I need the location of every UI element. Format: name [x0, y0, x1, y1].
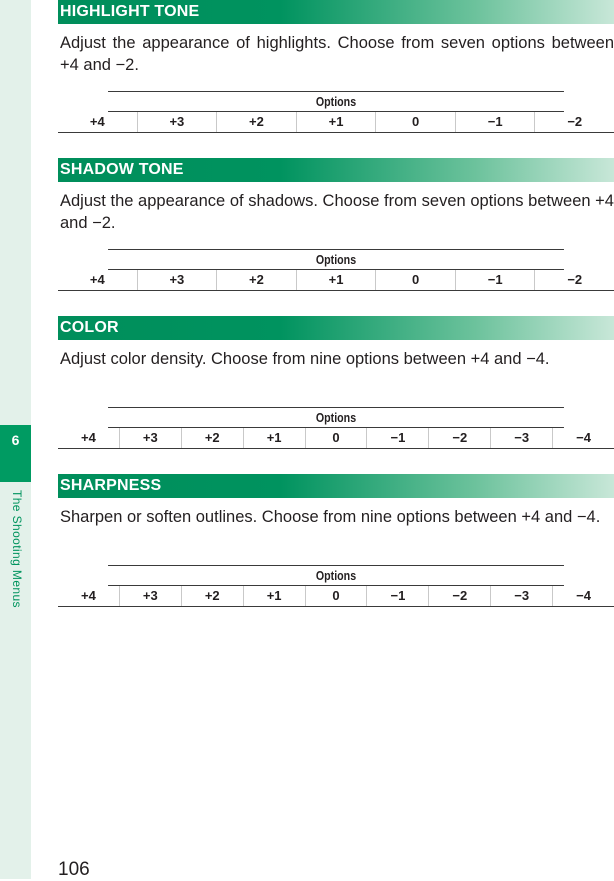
section-color [58, 316, 614, 445]
options-table [58, 249, 614, 291]
option-value: −2 [428, 428, 490, 448]
section-title: HIGHLIGHT TONE [58, 0, 614, 24]
option-value: −4 [552, 428, 614, 448]
option-value: −2 [534, 270, 614, 290]
section-shadow-tone [58, 158, 614, 287]
section-description: Adjust the appearance of highlights. Choose from seven options between +4 and −2. [60, 34, 614, 74]
section-title: SHARPNESS [58, 474, 614, 498]
section-sharpness [58, 474, 614, 603]
options-header: Options [108, 407, 564, 428]
options-row [58, 270, 614, 291]
options-header: Options [108, 249, 564, 270]
option-value: +4 [89, 272, 105, 287]
options-table [58, 565, 614, 607]
option-value: −3 [490, 428, 552, 448]
options-header: Options [108, 565, 564, 586]
option-value: +2 [181, 428, 243, 448]
options-table [58, 407, 614, 449]
options-header: Options [108, 91, 564, 112]
option-value: −3 [490, 586, 552, 606]
option-value: +3 [119, 586, 181, 606]
option-value: +2 [216, 270, 296, 290]
option-value: +3 [137, 270, 217, 290]
option-value: 0 [305, 428, 367, 448]
section-highlight-tone [58, 0, 614, 129]
option-value: −4 [552, 586, 614, 606]
options-row [58, 112, 614, 133]
section-description: Sharpen or soften outlines. Choose from nine options between +4 and −4. [60, 508, 601, 526]
options-row [58, 586, 614, 607]
option-value: 0 [305, 586, 367, 606]
chapter-label: The Shooting Menus [10, 490, 24, 608]
section-description: Adjust color density. Choose from nine options between +4 and −4. [60, 350, 550, 368]
section-title: COLOR [58, 316, 614, 340]
option-value: +3 [119, 428, 181, 448]
option-value: −1 [455, 270, 535, 290]
option-value: +2 [216, 112, 296, 132]
option-value: 0 [375, 270, 455, 290]
option-value: −1 [366, 428, 428, 448]
options-row [58, 428, 614, 449]
option-value: +3 [137, 112, 217, 132]
option-value: −2 [428, 586, 490, 606]
option-value: +1 [243, 428, 305, 448]
option-value: 0 [375, 112, 455, 132]
option-value: +2 [181, 586, 243, 606]
option-value: +1 [296, 270, 376, 290]
option-value: +1 [296, 112, 376, 132]
option-value: +1 [243, 586, 305, 606]
chapter-number: 6 [11, 432, 20, 448]
option-value: +4 [81, 430, 96, 445]
page-number: 106 [58, 859, 90, 880]
options-table [58, 91, 614, 133]
option-value: +4 [89, 114, 105, 129]
section-title: SHADOW TONE [58, 158, 614, 182]
option-value: +4 [81, 588, 96, 603]
option-value: −1 [366, 586, 428, 606]
option-value: −2 [534, 112, 614, 132]
section-description: Adjust the appearance of shadows. Choose from seven options between +4 and −2. [60, 192, 614, 232]
option-value: −1 [455, 112, 535, 132]
chapter-number-tab [0, 425, 31, 482]
